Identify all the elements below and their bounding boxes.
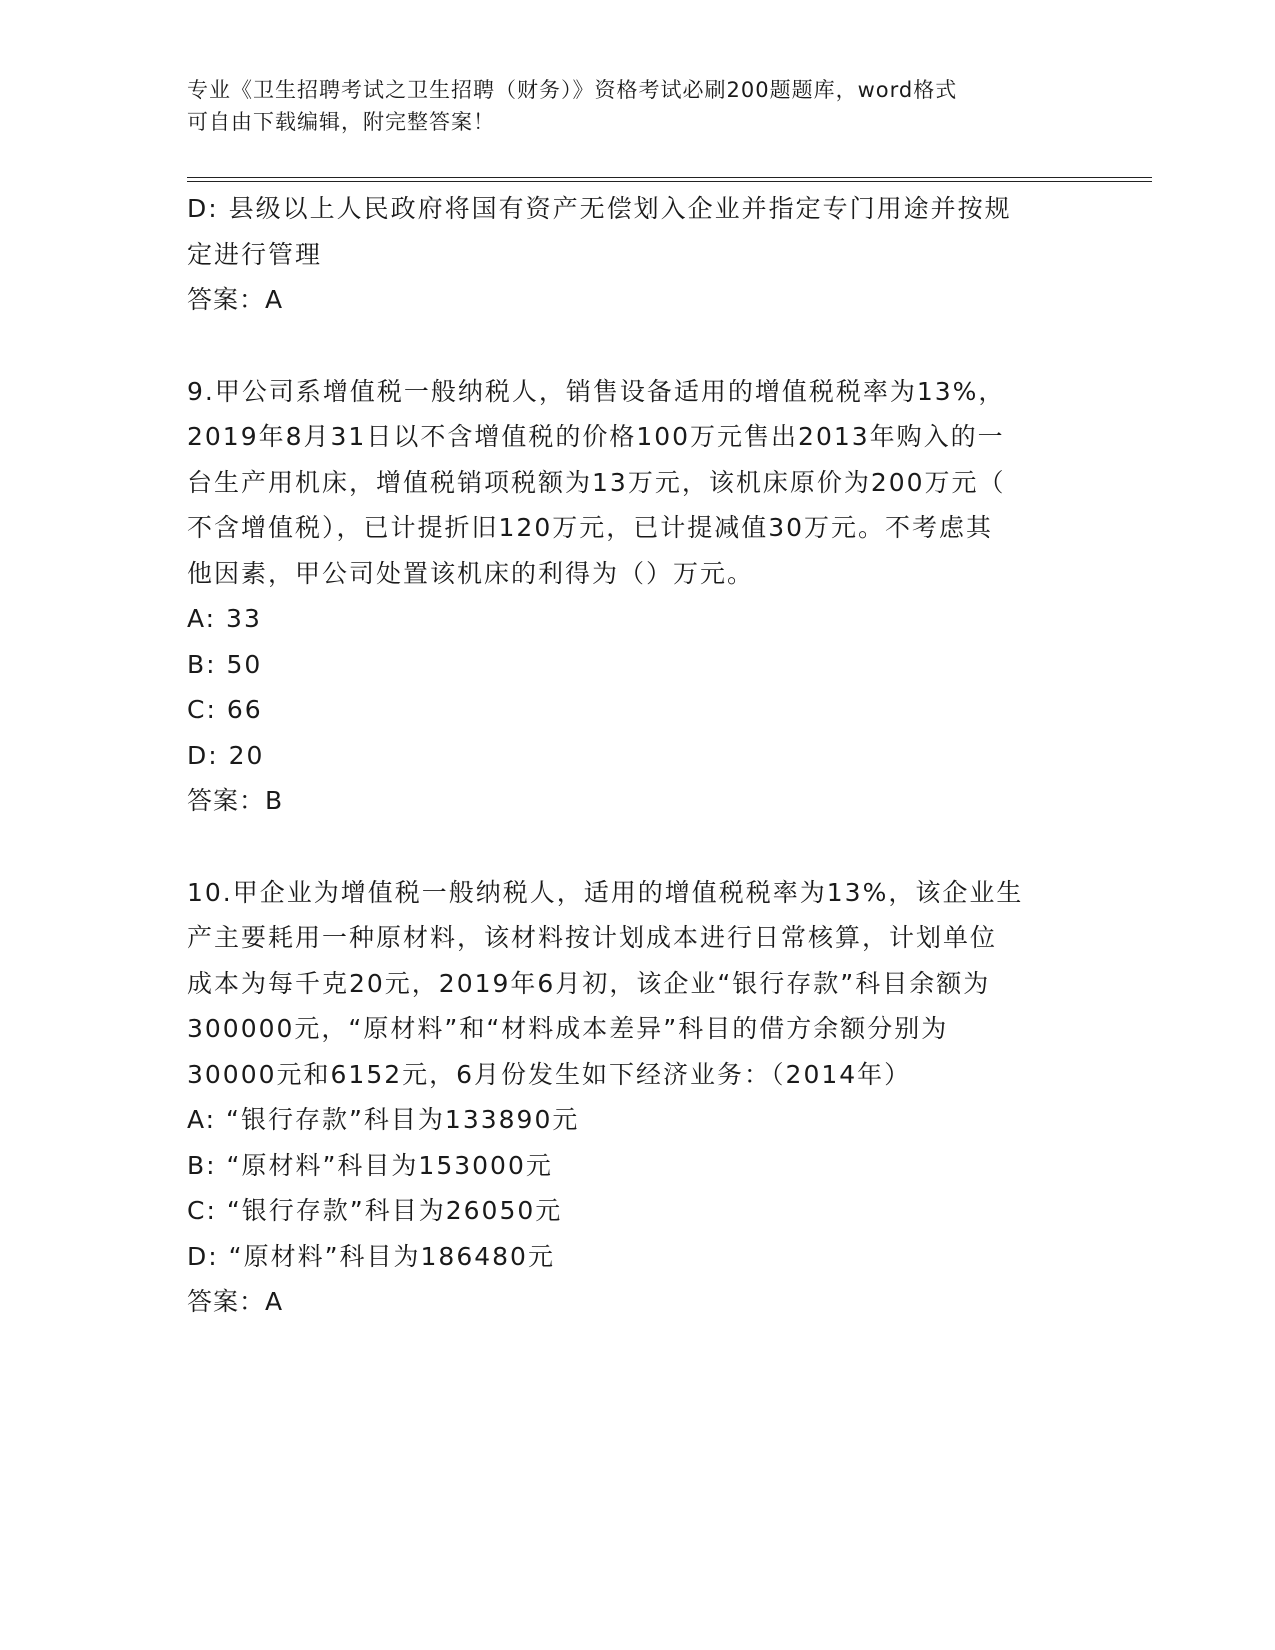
- question-text-line: 9.甲公司系增值税一般纳税人，销售设备适用的增值税税率为13%，: [187, 376, 1006, 406]
- option-c: C: “银行存款”科目为26050元: [187, 1196, 563, 1225]
- option-d-continued: 定进行管理: [187, 239, 323, 269]
- header-title-line-1: 专业《卫生招聘考试之卫生招聘（财务）》资格考试必刷200题题库，word格式: [187, 78, 958, 102]
- spacer: [187, 824, 1087, 870]
- document-header: [187, 74, 1087, 138]
- option-a: A: 33: [187, 604, 262, 633]
- question-9: [187, 369, 1087, 824]
- question-text-line: 产主要耗用一种原材料，该材料按计划成本进行日常核算，计划单位: [187, 923, 998, 952]
- spacer: [187, 323, 1087, 369]
- question-text-line: 300000元，“原材料”和“材料成本差异”科目的借方余额分别为: [187, 1014, 949, 1043]
- answer-line: 答案：B: [187, 786, 284, 815]
- header-title-line-2: 可自由下载编辑，附完整答案！: [187, 110, 495, 134]
- header-double-rule: [187, 177, 1152, 182]
- question-text-line: 10.甲企业为增值税一般纳税人，适用的增值税税率为13%，该企业生: [187, 877, 1024, 907]
- question-text-line: 成本为每千克20元，2019年6月初，该企业“银行存款”科目余额为: [187, 968, 991, 998]
- option-a: A: “银行存款”科目为133890元: [187, 1105, 580, 1134]
- document-body: [187, 186, 1087, 1325]
- answer-line: 答案：A: [187, 1287, 284, 1316]
- option-d: D: “原材料”科目为186480元: [187, 1241, 555, 1271]
- previous-question-tail: [187, 186, 1087, 323]
- option-b: B: 50: [187, 649, 263, 679]
- question-text-line: 台生产用机床，增值税销项税额为13万元，该机床原价为200万元（: [187, 467, 1006, 497]
- question-text-line: 2019年8月31日以不含增值税的价格100万元售出2013年购入的一: [187, 422, 1005, 451]
- question-10: [187, 870, 1087, 1325]
- option-c: C: 66: [187, 695, 263, 724]
- question-text-line: 不含增值税），已计提折旧120万元，已计提减值30万元。不考虑其: [187, 513, 994, 542]
- option-d: D: 县级以上人民政府将国有资产无偿划入企业并指定专门用途并按规: [187, 194, 1012, 223]
- option-d: D: 20: [187, 740, 265, 770]
- question-text-line: 30000元和6152元，6月份发生如下经济业务：（2014年）: [187, 1059, 912, 1089]
- answer-line: 答案：A: [187, 285, 284, 314]
- option-b: B: “原材料”科目为153000元: [187, 1150, 553, 1180]
- question-text-line: 他因素，甲公司处置该机床的利得为（）万元。: [187, 558, 755, 588]
